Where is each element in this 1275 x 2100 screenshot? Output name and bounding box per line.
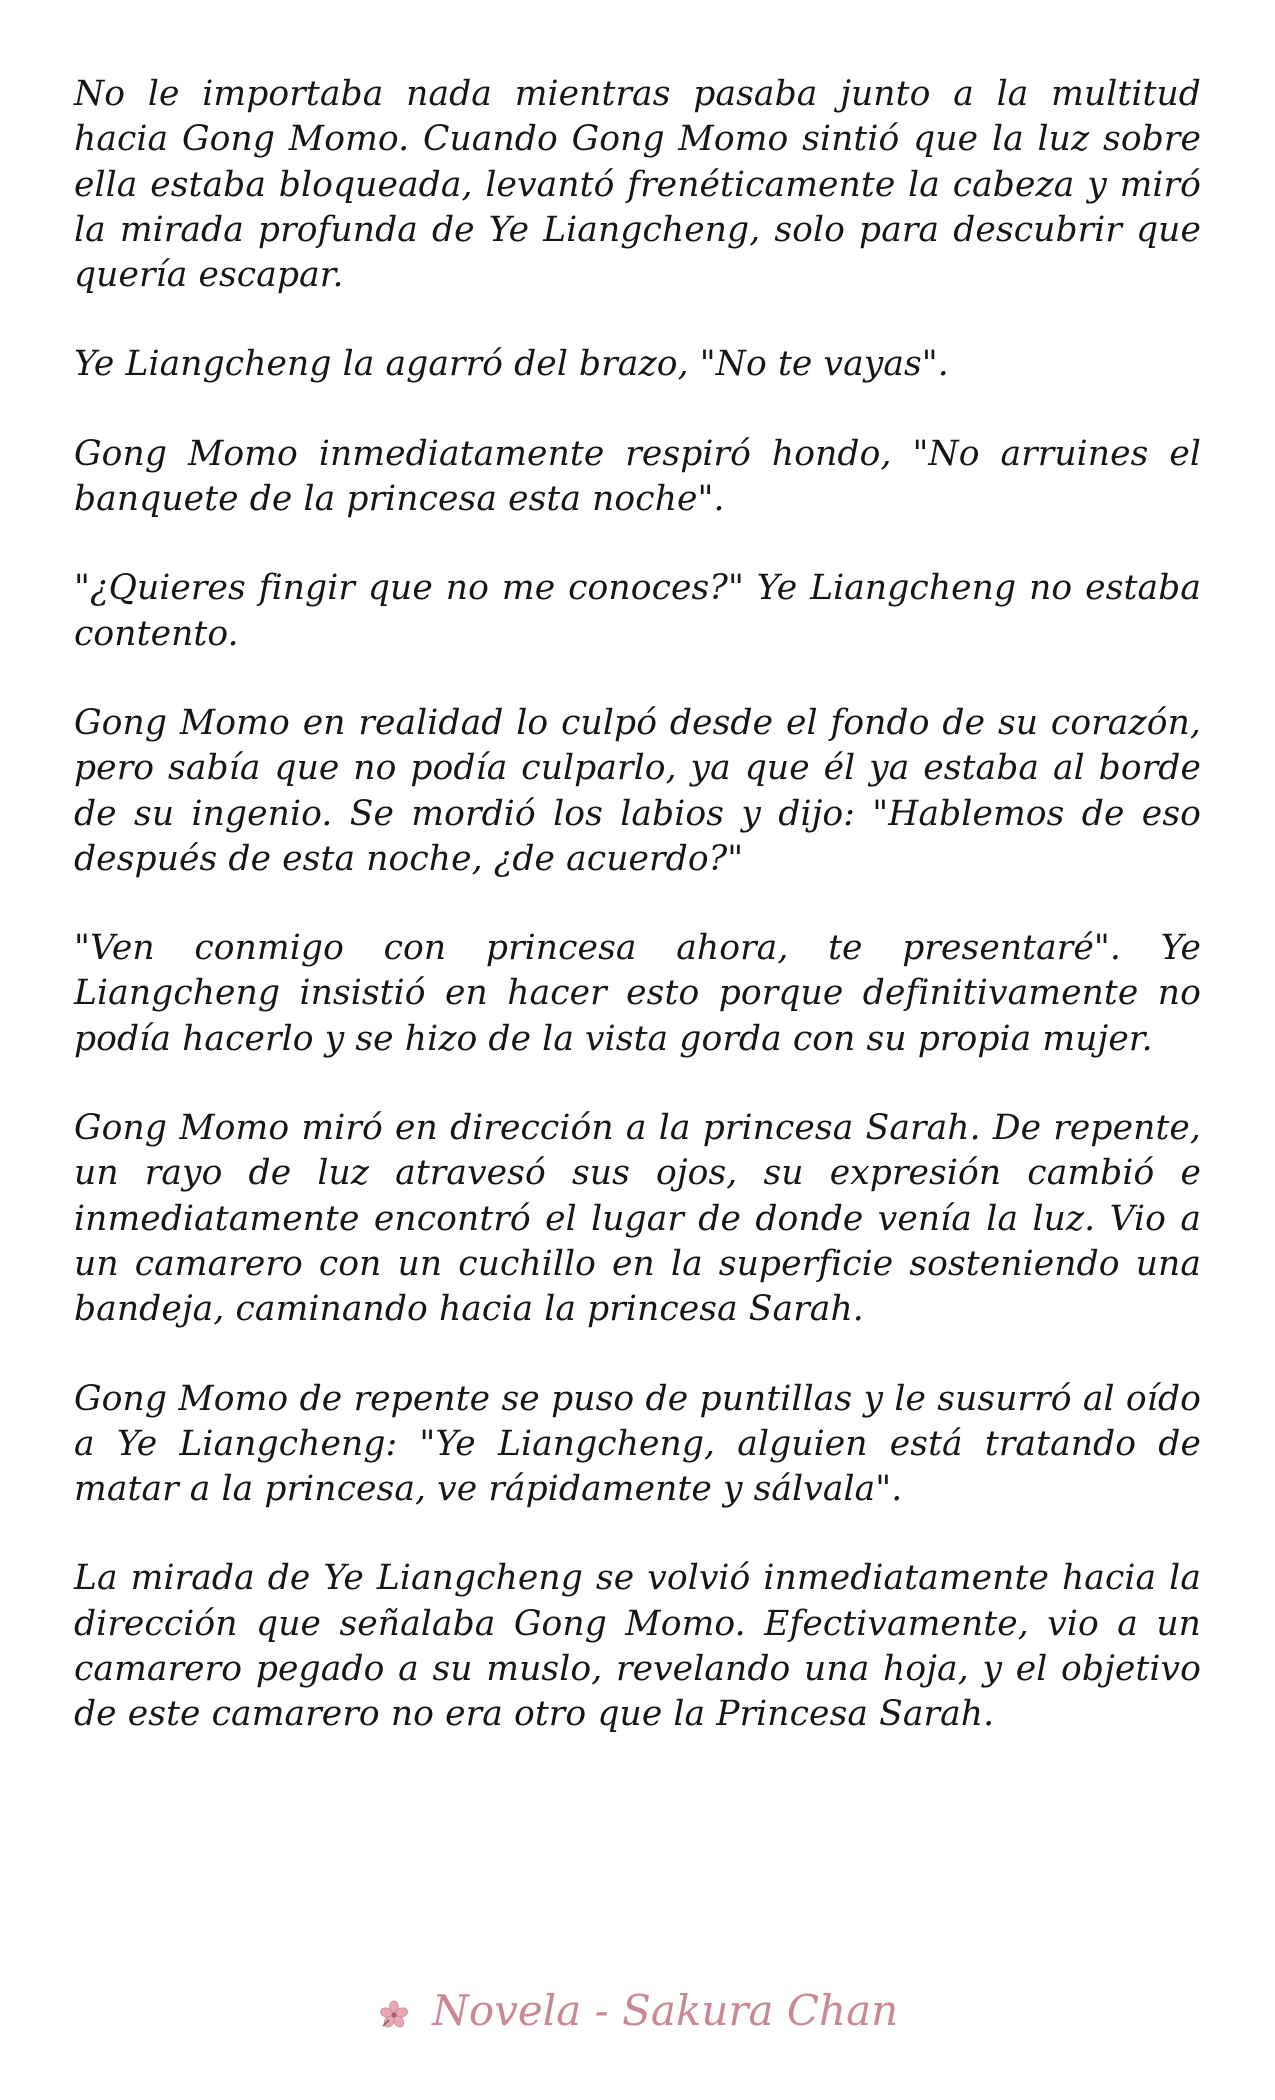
watermark-footer [0, 1986, 1275, 2035]
watermark-text: Novela - Sakura Chan [432, 1986, 899, 2035]
paragraph-2: Ye Liangcheng la agarró del brazo, "No te vayas". [74, 344, 949, 385]
paragraph-7: Gong Momo miró en dirección a la princesa Sarah. De repente, un rayo de luz atravesó sus ojos, su expresión cambió e inmediatamente encontró el lugar de donde venía la luz. Vio a un camarero con un cuchillo en la superficie sosteniendo una bandeja, caminando hacia la princesa Sarah. [74, 1108, 1201, 1330]
sakura-blossom-icon [377, 1993, 411, 2027]
paragraph-6: "Ven conmigo con princesa ahora, te presentaré". Ye Liangcheng insistió en hacer esto porque definitivamente no podía hacerlo y se hizo de la vista gorda con su propia mujer. [74, 928, 1201, 1059]
paragraph-4: "¿Quieres fingir que no me conoces?" Ye Liangcheng no estaba contento. [74, 568, 1201, 654]
document-body [74, 72, 1201, 1782]
paragraph-1: No le importaba nada mientras pasaba junto a la multitud hacia Gong Momo. Cuando Gong Momo sintió que la luz sobre ella estaba bloqueada, levantó frenéticamente la cabeza y miró la mirada profunda de Ye Liangcheng, solo para descubrir que quería escapar. [74, 74, 1201, 296]
paragraph-5: Gong Momo en realidad lo culpó desde el fondo de su corazón, pero sabía que no podía culparlo, ya que él ya estaba al borde de su ingenio. Se mordió los labios y dijo: "Hablemos de eso después de esta noche, ¿de acuerdo?" [74, 702, 1201, 879]
paragraph-9: La mirada de Ye Liangcheng se volvió inmediatamente hacia la dirección que señalaba Gong Momo. Efectivamente, vio a un camarero pegado a su muslo, revelando una hoja, y el objetivo de este camarero no era otro que la Princesa Sarah. [74, 1558, 1201, 1735]
paragraph-3: Gong Momo inmediatamente respiró hondo, "No arruines el banquete de la princesa esta noche". [74, 433, 1201, 520]
paragraph-8: Gong Momo de repente se puso de puntillas y le susurró al oído a Ye Liangcheng: "Ye Liangcheng, alguien está tratando de matar a la princesa, ve rápidamente y sálvala". [74, 1378, 1201, 1510]
